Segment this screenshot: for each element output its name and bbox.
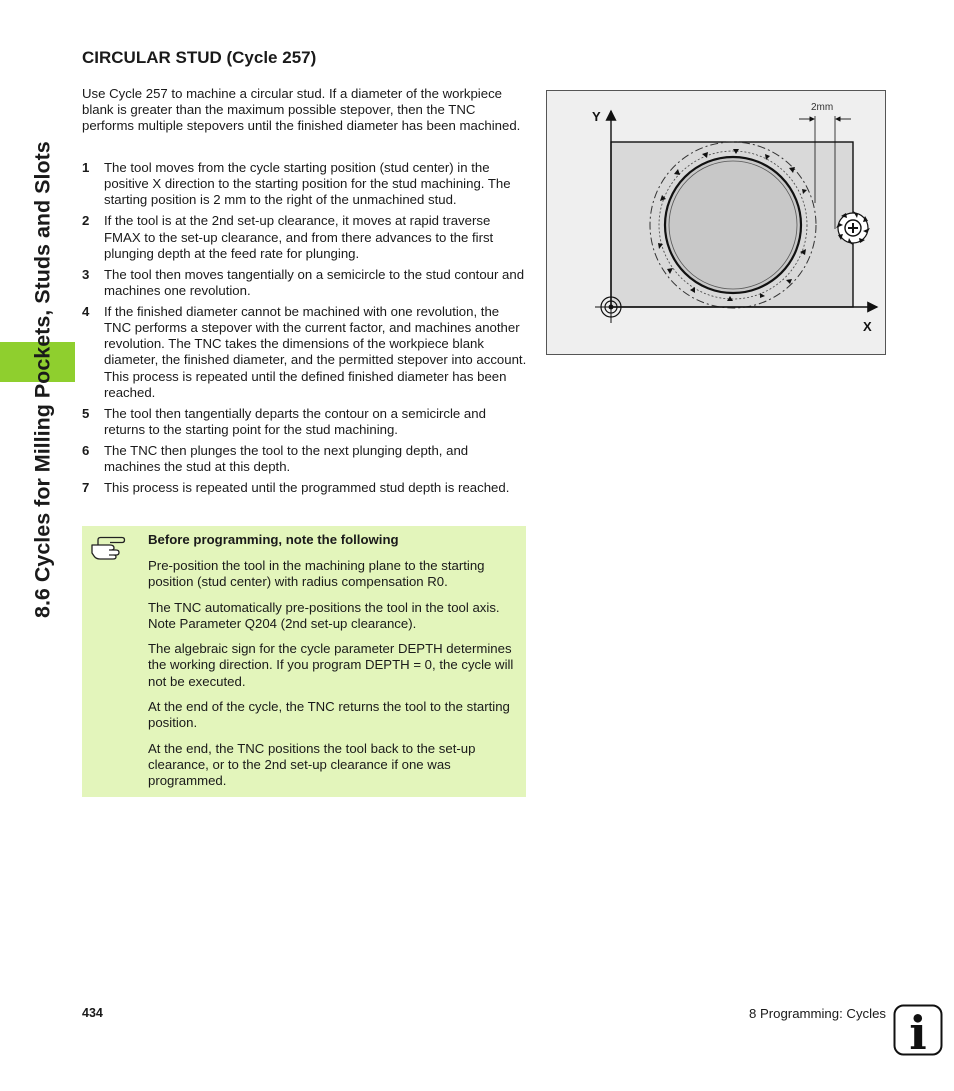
note-paragraph: At the end, the TNC positions the tool back to the set-up clearance, or to the 2nd set-up clearance if one was programmed. (148, 740, 476, 788)
dimension-label: 2mm (811, 102, 834, 113)
step-number: 6 (82, 442, 90, 458)
step-number: 5 (82, 405, 90, 421)
step-number: 7 (82, 479, 90, 495)
step-number: 3 (82, 266, 90, 282)
step-item (82, 213, 528, 262)
circular-stud-diagram (546, 90, 886, 355)
chapter-side-title: 8.6 Cycles for Milling Pockets, Studs and Slots (30, 141, 55, 618)
section-title: CIRCULAR STUD (Cycle 257) (82, 48, 317, 67)
note-paragraphs (148, 558, 520, 798)
note-paragraph: The TNC automatically pre-positions the tool in the tool axis. Note Parameter Q204 (2nd set-up clearance). (148, 599, 500, 631)
step-text: The tool moves from the cycle starting position (stud center) in the positive X direction to the starting position for the stud machining. The starting position is 2 mm to the right of the unmachined stud. (104, 160, 511, 208)
step-text: If the finished diameter cannot be machined with one revolution, the TNC performs a stepover with the current factor, and machines another revolution. The TNC takes the dimensions of the workpiece blank diameter, the finished diameter, and the permitted stepover into account. This process is repeated until the defined finished diameter has been reached. (104, 303, 527, 400)
x-axis-label: X (863, 319, 872, 334)
step-number: 4 (82, 303, 90, 319)
info-icon (893, 1004, 943, 1056)
step-text: The TNC then plunges the tool to the next plunging depth, and machines the stud at this depth. (104, 442, 469, 474)
step-text: If the tool is at the 2nd set-up clearance, it moves at rapid traverse FMAX to the set-up clearance, and from there advances to the first plunging depth at the feed rate for plunging. (104, 213, 494, 261)
step-item (82, 480, 528, 496)
note-paragraph: At the end of the cycle, the TNC returns the tool to the starting position. (148, 698, 510, 731)
step-item (82, 443, 528, 475)
finished-stud (665, 157, 801, 293)
info-glyph: i (909, 1006, 927, 1056)
step-list (82, 160, 528, 501)
step-number: 2 (82, 213, 90, 229)
note-paragraph: Pre-position the tool in the machining plane to the starting position (stud center) with radius compensation R0. (148, 558, 485, 590)
programming-note-box (82, 526, 526, 797)
step-text: This process is repeated until the programmed stud depth is reached. (104, 479, 510, 495)
step-text: The tool then tangentially departs the contour on a semicircle and returns to the starting point for the stud machining. (104, 405, 486, 437)
step-text: The tool then moves tangentially on a semicircle to the stud contour and machines one revolution. (104, 266, 525, 298)
note-paragraph: The algebraic sign for the cycle parameter DEPTH determines the working direction. If you program DEPTH = 0, the cycle will not be executed. (148, 641, 514, 689)
pointing-hand-icon (90, 536, 126, 565)
step-item (82, 406, 528, 438)
step-item (82, 160, 528, 209)
page-number: 434 (82, 1006, 103, 1020)
footer-chapter-title: 8 Programming: Cycles (748, 1006, 886, 1021)
intro-paragraph: Use Cycle 257 to machine a circular stud. If a diameter of the workpiece blank is greater than the maximum possible stepover, then the TNC performs multiple stepovers until the finished diameter has been machined. (82, 86, 521, 134)
step-item (82, 304, 528, 401)
note-title: Before programming, note the following (148, 532, 399, 547)
step-item (82, 267, 528, 299)
step-number: 1 (82, 160, 90, 175)
y-axis-label: Y (592, 109, 601, 124)
